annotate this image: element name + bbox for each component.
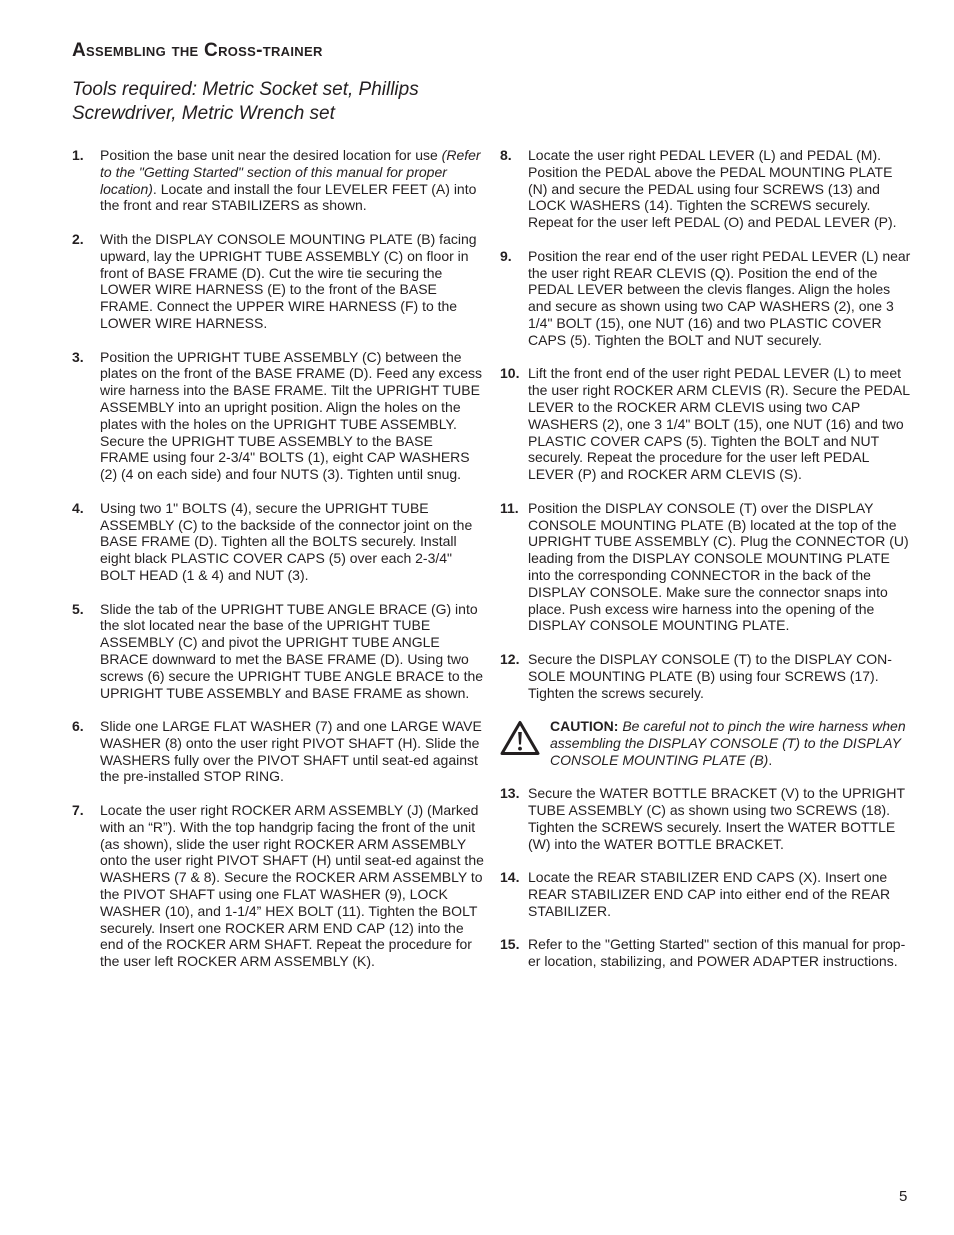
- step-text: Slide the tab of the UPRIGHT TUBE ANGLE BRACE (G) into the slot located near the base of the UPRIGHT TUBE ASSEMBLY (C) and pivot the UPRIGHT TUBE ANGLE BRACE downward to met the BASE FRAME (D). Using two screws (6) secure the UPRIGHT TUBE ANGLE BRACE to the UPRIGHT TUBE ASSEMBLY and BASE FRAME as shown.: [100, 600, 484, 701]
- assembly-step: [500, 248, 912, 349]
- assembly-step: [72, 802, 484, 970]
- assembly-step: [500, 651, 912, 701]
- page-title: Assembling the Cross-trainer: [72, 40, 323, 61]
- step-number: 11.: [500, 499, 519, 516]
- assembly-step: [72, 231, 484, 332]
- step-text-end: . Locate and install the four LEVELER FEET (A) into the front and rear STABILIZERS as shown.: [100, 180, 477, 214]
- step-number: 14.: [500, 869, 520, 886]
- assembly-step: [72, 718, 484, 785]
- assembly-step: [72, 147, 484, 214]
- step-text: Locate the user right ROCKER ARM ASSEMBLY (J) (Marked with an “R”). With the top handgrip facing the front of the unit (as shown), slide the user right ROCKER ARM ASSEMBLY onto the user right PIVOT SHAFT (H) until seat-ed against the WASHERS (7 & 8). Secure the ROCKER ARM ASSEMBLY to the PIVOT SHAFT using one FLAT WASHER (9), LOCK WASHER (10), and 1-1/4” HEX BOLT (11). Tighten the BOLT securely. Insert one ROCKER ARM END CAP (12) into the end of the ROCKER ARM SHAFT. Repeat the procedure for the user left ROCKER ARM ASSEMBLY (K).: [100, 802, 484, 970]
- assembly-step: [500, 500, 912, 634]
- assembly-step: [500, 869, 912, 919]
- step-note: (Refer to the "Getting Started" section of this manual for proper location): [100, 147, 481, 197]
- step-number: 10.: [500, 365, 520, 382]
- caution-note: [500, 718, 912, 768]
- assembly-step: [72, 500, 484, 584]
- step-number: 15.: [500, 936, 520, 953]
- step-number: 4.: [72, 499, 84, 516]
- assembly-step: [500, 365, 912, 483]
- step-text: Refer to the "Getting Started" section of this manual for prop-er location, stabilizing, and POWER ADAPTER instructions.: [528, 936, 906, 970]
- step-number: 1.: [72, 147, 84, 163]
- tools-required-subtitle: Tools required: Metric Socket set, Phillips Screwdriver, Metric Wrench set: [72, 79, 419, 124]
- caution-label: CAUTION:: [550, 718, 619, 735]
- step-number: 7.: [72, 802, 84, 819]
- step-number: 6.: [72, 718, 84, 735]
- step-text: Position the DISPLAY CONSOLE (T) over the DISPLAY CONSOLE MOUNTING PLATE (B) located at the top of the UPRIGHT TUBE ASSEMBLY (C). Plug the CONNECTOR (U) leading from the DISPLAY CONSOLE MOUNTING PLATE into the corresponding CONNECTOR in the back of the DISPLAY CONSOLE. Make sure the connector snaps into place. Push excess wire harness into the opening of the DISPLAY CONSOLE MOUNTING PLATE.: [528, 499, 909, 634]
- step-text: Position the UPRIGHT TUBE ASSEMBLY (C) between the plates on the front of the BASE FRAME (D). Feed any excess wire harness into the BASE FRAME. Tilt the UPRIGHT TUBE ASSEMBLY into an upright position. Align the holes on the plates with the holes on the UPRIGHT TUBE ASSEMBLY. Secure the UPRIGHT TUBE ASSEMBLY to the BASE FRAME using four 2-3/4" BOLTS (1), eight CAP WASHERS (2) (4 on each side) and four NUTS (3). Tighten until snug.: [100, 348, 483, 483]
- assembly-step: [500, 785, 912, 852]
- assembly-step: [500, 936, 912, 970]
- step-text: Position the rear end of the user right PEDAL LEVER (L) near the user right REAR CLEVIS (Q). Position the end of the PEDAL LEVER between the clevis flanges. Align the holes and secure as shown using two CAP WASHERS (2), one 3 1/4" BOLT (15), one NUT (16) and two PLASTIC COVER CAPS (5). Tighten the BOLT and NUT securely.: [528, 247, 911, 348]
- step-text: Using two 1" BOLTS (4), secure the UPRIGHT TUBE ASSEMBLY (C) to the backside of the connector joint on the BASE FRAME (D). Tighten all the BOLTS securely. Install eight black PLASTIC COVER CAPS (5) over each 2-3/4" BOLT HEAD (1 & 4) and NUT (3).: [100, 499, 473, 583]
- warning-triangle-icon: [500, 720, 540, 756]
- step-number: 8.: [500, 147, 512, 163]
- caution-text: Be careful not to pinch the wire harness when assembling the DISPLAY CONSOLE (T) to the DISPLAY CONSOLE MOUNTING PLATE (B): [550, 718, 906, 768]
- step-text: With the DISPLAY CONSOLE MOUNTING PLATE (B) facing upward, lay the UPRIGHT TUBE ASSEMBLY (C) on floor in front of BASE FRAME (D). Cut the wire tie securing the LOWER WIRE HARNESS (E) to the front of the BASE FRAME. Connect the UPPER WIRE HARNESS (F) to the LOWER WIRE HARNESS.: [100, 230, 477, 331]
- step-text: Locate the user right PEDAL LEVER (L) and PEDAL (M). Position the PEDAL above the PEDAL MOUNTING PLATE (N) and secure the PEDAL using four SCREWS (13) and LOCK WASHERS (14). Tighten the SCREWS securely. Repeat for the user left PEDAL (O) and PEDAL LEVER (P).: [528, 147, 897, 231]
- page-number: 5: [899, 1188, 908, 1205]
- step-text: Slide one LARGE FLAT WASHER (7) and one LARGE WAVE WASHER (8) onto the user right PIVOT SHAFT (H). Slide the WASHERS fully over the PIVOT SHAFT until seat-ed against the pre-installed STOP RING.: [100, 718, 482, 785]
- steps-column-left: [72, 147, 484, 987]
- steps-column-right: [500, 147, 912, 987]
- step-number: 3.: [72, 348, 84, 365]
- step-text: Lift the front end of the user right PEDAL LEVER (L) to meet the user right ROCKER ARM CLEVIS (R). Secure the PEDAL LEVER to the ROCKER ARM CLEVIS using two CAP WASHERS (2), one 3 1/4" BOLT (15), one NUT (16) and two PLASTIC COVER CAPS (5). Tighten the BOLT and NUT securely. Repeat the procedure for the user left PEDAL LEVER (P) and ROCKER ARM CLEVIS (S).: [528, 365, 910, 483]
- step-number: 12.: [500, 650, 520, 667]
- step-text: Secure the DISPLAY CONSOLE (T) to the DISPLAY CON-SOLE MOUNTING PLATE (B) using four SCREWS (17). Tighten the screws securely.: [528, 650, 892, 701]
- step-number: 13.: [500, 785, 520, 802]
- step-text: Secure the WATER BOTTLE BRACKET (V) to the UPRIGHT TUBE ASSEMBLY (C) as shown using two SCREWS (18). Tighten the SCREWS securely. Insert the WATER BOTTLE (W) into the WATER BOTTLE BRACKET.: [528, 785, 905, 852]
- step-number: 9.: [500, 247, 512, 264]
- assembly-step: [500, 147, 912, 231]
- caution-trailing: .: [768, 751, 773, 768]
- step-number: 5.: [72, 600, 84, 617]
- assembly-step: [72, 601, 484, 702]
- step-text: Locate the REAR STABILIZER END CAPS (X). Insert one REAR STABILIZER END CAP into either end of the REAR STABILIZER.: [528, 869, 891, 919]
- step-text: Position the base unit near the desired location for use: [100, 147, 442, 163]
- step-number: 2.: [72, 230, 84, 247]
- assembly-step: [72, 349, 484, 483]
